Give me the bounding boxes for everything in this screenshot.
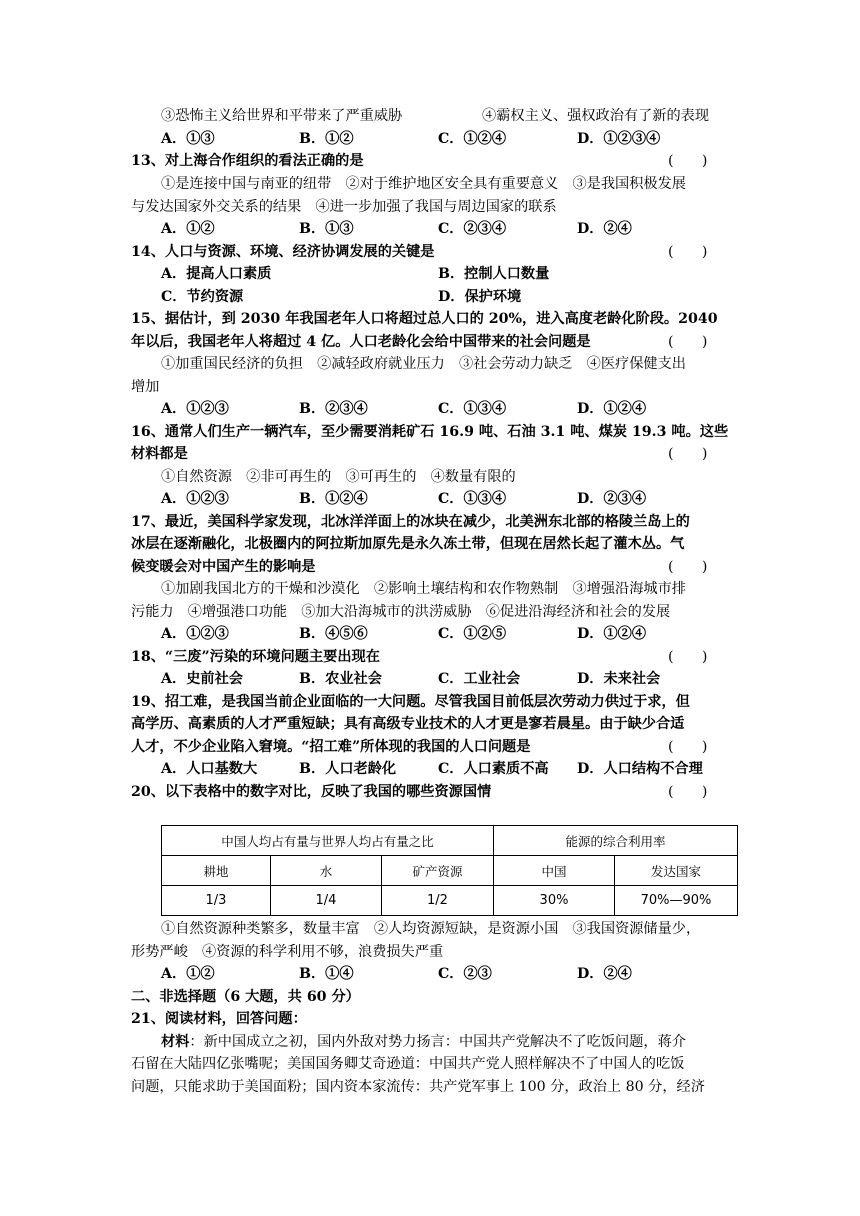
- q15-option-b: B．②③④: [299, 401, 368, 417]
- q12-option-a: A．①③: [161, 131, 215, 147]
- q13-option-b: B．①③: [299, 221, 354, 237]
- q17-option-d: D．①②④: [577, 626, 647, 642]
- q15-items-line1: ①加重国民经济的负担 ②减轻政府就业压力 ③社会劳动力缺乏 ④医疗保健支出: [161, 356, 686, 372]
- table-header-row: [162, 856, 738, 886]
- q12-item-3: ③恐怖主义给世界和平带来了严重威胁: [161, 108, 403, 124]
- table-value-row: [162, 886, 738, 916]
- q16-option-c: C．①③④: [438, 491, 507, 507]
- q20-option-d: D．②④: [577, 966, 632, 982]
- table-value-cell: 1/2: [382, 886, 494, 916]
- q21-material-line1: [161, 1031, 686, 1053]
- q18-option-c: C．工业社会: [438, 671, 521, 687]
- q17-answer-paren: ( ): [668, 559, 708, 575]
- resource-comparison-table: [161, 825, 738, 916]
- q17-stem-line1: 17、最近，美国科学家发现，北冰洋洋面上的冰块在减少，北美洲东北部的格陵兰岛上的: [131, 514, 690, 530]
- q16-stem-line1: 16、通常人们生产一辆汽车，至少需要消耗矿石 16.9 吨、石油 3.1 吨、煤炭 19.3 吨。这些: [131, 424, 729, 440]
- q16-stem-line2: 材料都是: [131, 446, 188, 462]
- table-header-cell: 水: [271, 856, 382, 886]
- q21-material-text: ：新中国成立之初，国内外敌对势力扬言：中国共产党解决不了吃饭问题，蒋介: [189, 1034, 686, 1050]
- q17-stem-line2: 冰层在逐渐融化，北极圈内的阿拉斯加原先是永久冻土带，但现在居然长起了灌木丛。气: [131, 536, 685, 552]
- table-group-header-row: [162, 826, 738, 856]
- q16-option-d: D．②③④: [577, 491, 647, 507]
- q15-option-c: C．①③④: [438, 401, 507, 417]
- q13-stem: 13、对上海合作组织的看法正确的是: [131, 153, 364, 169]
- table-value-cell: 30%: [494, 886, 615, 916]
- q13-items-line1: ①是连接中国与南亚的纽带 ②对于维护地区安全具有重要意义 ③是我国积极发展: [161, 176, 686, 192]
- q15-option-d: D．①②④: [577, 401, 647, 417]
- table-header-cell: 中国: [494, 856, 615, 886]
- q14-option-b: B．控制人口数量: [438, 266, 550, 282]
- q15-items-line2: 增加: [131, 379, 160, 395]
- table-group-header-ratio: 中国人均占有量与世界人均占有量之比: [162, 826, 494, 856]
- q19-option-c: C．人口素质不高: [438, 761, 549, 777]
- q17-stem-line3: 候变暖会对中国产生的影响是: [131, 559, 316, 575]
- q17-items-line2: 污能力 ④增强港口功能 ⑤加大沿海城市的洪涝威胁 ⑥促进沿海经济和社会的发展: [131, 604, 671, 620]
- q18-answer-paren: ( ): [668, 649, 708, 665]
- q15-stem-line2: 年以后，我国老年人将超过 4 亿。人口老龄化会给中国带来的社会问题是: [131, 334, 591, 350]
- section-2-heading: 二、非选择题（6 大题，共 60 分）: [131, 989, 360, 1005]
- table-value-cell: 1/4: [271, 886, 382, 916]
- q12-option-b: B．①②: [299, 131, 354, 147]
- q21-material-line2: 石留在大陆四亿张嘴呢；美国国务卿艾奇逊道：中国共产党人照样解决不了中国人的吃饭: [131, 1056, 685, 1072]
- q20-answer-paren: ( ): [668, 784, 708, 800]
- q21-material-label: 材料: [161, 1034, 190, 1050]
- q15-stem-line1: 15、据估计，到 2030 年我国老年人口将超过总人口的 20%，进入高度老龄化阶段。2040: [131, 311, 718, 327]
- q16-answer-paren: ( ): [668, 446, 708, 462]
- q21-material-line3: 问题，只能求助于美国面粉；国内资本家流传：共产党军事上 100 分，政治上 80 分，经济: [131, 1079, 705, 1095]
- table-value-cell: 1/3: [162, 886, 271, 916]
- q17-option-b: B．④⑤⑥: [299, 626, 368, 642]
- q19-option-b: B．人口老龄化: [299, 761, 397, 777]
- q18-option-d: D．未来社会: [577, 671, 661, 687]
- q13-items-line2: 与发达国家外交关系的结果 ④进一步加强了我国与周边国家的联系: [131, 199, 557, 215]
- q15-answer-paren: ( ): [668, 334, 708, 350]
- q20-option-c: C．②③: [438, 966, 492, 982]
- table-header-cell: 矿产资源: [382, 856, 494, 886]
- q20-option-b: B．①④: [299, 966, 354, 982]
- q13-option-a: A．①②: [161, 221, 215, 237]
- q14-option-c: C．节约资源: [161, 289, 244, 305]
- q18-option-b: B．农业社会: [299, 671, 382, 687]
- q19-option-d: D．人口结构不合理: [577, 761, 703, 777]
- q14-stem: 14、人口与资源、环境、经济协调发展的关键是: [131, 244, 435, 260]
- q13-option-d: D．②④: [577, 221, 632, 237]
- q20-option-a: A．①②: [161, 966, 215, 982]
- q19-stem-line3: 人才，不少企业陷入窘境。“招工难”所体现的我国的人口问题是: [131, 739, 531, 755]
- q13-answer-paren: ( ): [668, 153, 708, 169]
- q21-stem: 21、阅读材料，回答问题：: [131, 1011, 307, 1027]
- q19-stem-line2: 高学历、高素质的人才严重短缺；具有高级专业技术的人才更是寥若晨星。由于缺少合适: [131, 716, 685, 732]
- table-group-header-energy: 能源的综合利用率: [494, 826, 738, 856]
- q19-stem-line1: 19、招工难，是我国当前企业面临的一大问题。尽管我国目前低层次劳动力供过于求，但: [131, 694, 690, 710]
- q12-option-c: C．①②④: [438, 131, 507, 147]
- q14-option-d: D．保护环境: [438, 289, 522, 305]
- table-header-cell: 耕地: [162, 856, 271, 886]
- q14-option-a: A．提高人口素质: [161, 266, 272, 282]
- q14-answer-paren: ( ): [668, 244, 708, 260]
- q19-answer-paren: ( ): [668, 739, 708, 755]
- q17-option-c: C．①②⑤: [438, 626, 507, 642]
- q12-option-d: D．①②③④: [577, 131, 661, 147]
- q16-option-a: A．①②③: [161, 491, 229, 507]
- q17-items-line1: ①加剧我国北方的干燥和沙漠化 ②影响土壤结构和农作物熟制 ③增强沿海城市排: [161, 581, 686, 597]
- q16-items: ①自然资源 ②非可再生的 ③可再生的 ④数量有限的: [161, 469, 516, 485]
- q17-option-a: A．①②③: [161, 626, 229, 642]
- q16-option-b: B．①②④: [299, 491, 368, 507]
- q18-stem: 18、“三废”污染的环境问题主要出现在: [131, 649, 380, 665]
- q20-stem: 20、以下表格中的数字对比，反映了我国的哪些资源国情: [131, 784, 492, 800]
- q18-option-a: A．史前社会: [161, 671, 243, 687]
- q20-items-line2: 形势严峻 ④资源的科学利用不够，浪费损失严重: [131, 944, 444, 960]
- table-value-cell: 70%—90%: [615, 886, 738, 916]
- q20-items-line1: ①自然资源种类繁多，数量丰富 ②人均资源短缺，是资源小国 ③我国资源储量少，: [161, 921, 701, 937]
- table-header-cell: 发达国家: [615, 856, 738, 886]
- q19-option-a: A．人口基数大: [161, 761, 258, 777]
- q12-item-4: ④霸权主义、强权政治有了新的表现: [482, 108, 710, 124]
- q15-option-a: A．①②③: [161, 401, 229, 417]
- q13-option-c: C．②③④: [438, 221, 507, 237]
